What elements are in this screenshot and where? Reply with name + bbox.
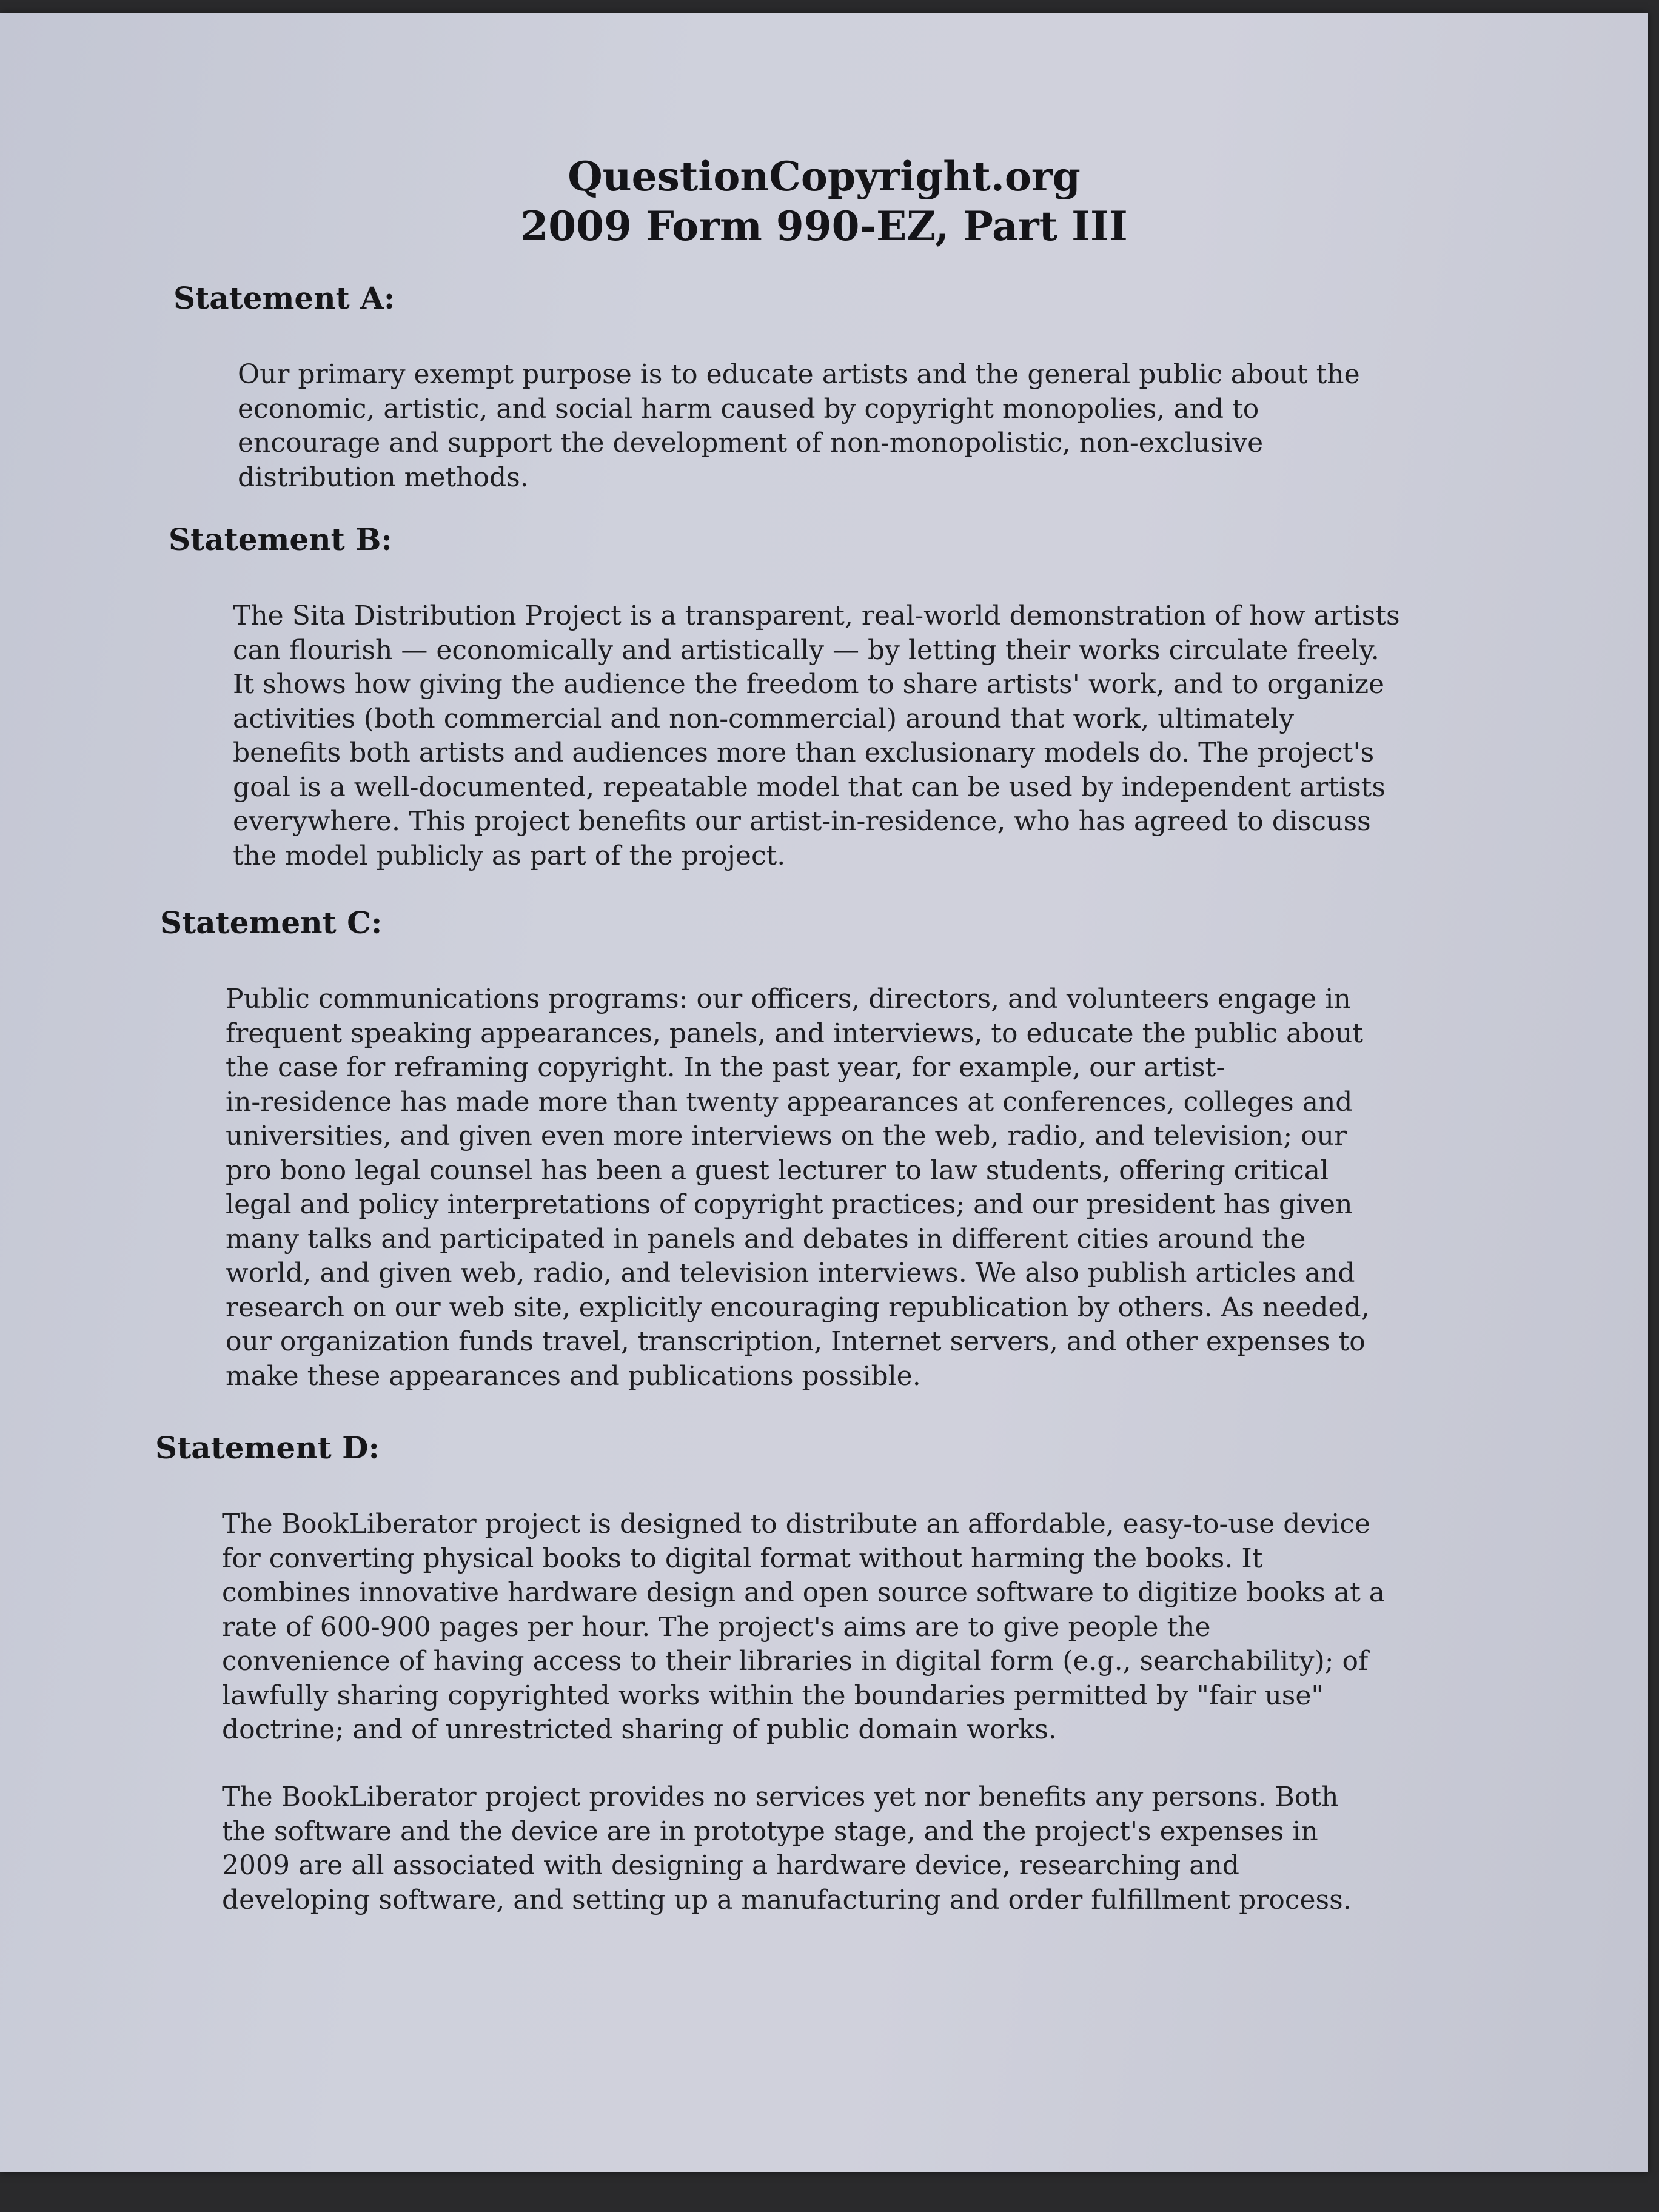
statement-c-paragraph: [226, 982, 1370, 1393]
text-line: the case for reframing copyright. In the past year, for example, our artist-: [226, 1052, 1225, 1083]
text-line: It shows how giving the audience the freedom to share artists' work, and to organize: [233, 669, 1385, 700]
text-line: in-residence has made more than twenty appearances at conferences, colleges and: [226, 1086, 1353, 1118]
text-line: frequent speaking appearances, panels, and interviews, to educate the public about: [226, 1017, 1363, 1049]
text-line: universities, and given even more interviews on the web, radio, and television; our: [226, 1121, 1347, 1151]
text-line: lawfully sharing copyrighted works within the boundaries permitted by "fair use": [222, 1680, 1324, 1711]
text-line: benefits both artists and audiences more than exclusionary models do. The project's: [233, 737, 1375, 768]
statement-d-paragraph-2: [222, 1780, 1352, 1917]
text-line: developing software, and setting up a manufacturing and order fulfillment process.: [222, 1884, 1352, 1915]
text-line: activities (both commercial and non-commercial) around that work, ultimately: [233, 703, 1295, 734]
text-line: combines innovative hardware design and open source software to digitize books at a: [222, 1577, 1386, 1608]
text-line: our organization funds travel, transcription, Internet servers, and other expenses to: [226, 1326, 1366, 1357]
form-name: 2009 Form 990-EZ, Part III: [520, 203, 1128, 250]
text-line: everywhere. This project benefits our artist-in-residence, who has agreed to discuss: [233, 806, 1371, 837]
document-page: [0, 13, 1648, 2172]
statement-b-paragraph: [233, 599, 1400, 873]
document-title: [0, 152, 1648, 251]
text-line: the software and the device are in prototype stage, and the project's expenses in: [222, 1815, 1318, 1847]
statement-a-paragraph: [238, 358, 1360, 495]
org-name: QuestionCopyright.org: [568, 153, 1081, 200]
statement-d-heading: Statement D:: [155, 1430, 380, 1466]
text-line: distribution methods.: [238, 461, 529, 493]
text-line: make these appearances and publications possible.: [226, 1360, 921, 1392]
text-line: for converting physical books to digital format without harming the books. It: [222, 1543, 1263, 1574]
text-line: goal is a well-documented, repeatable model that can be used by independent artists: [233, 771, 1386, 803]
text-line: Our primary exempt purpose is to educate artists and the general public about the: [238, 359, 1360, 390]
text-line: The BookLiberator project provides no services yet nor benefits any persons. Both: [222, 1781, 1339, 1812]
text-line: economic, artistic, and social harm caused by copyright monopolies, and to: [238, 393, 1259, 424]
statement-d-paragraph-1: [222, 1507, 1385, 1748]
text-line: many talks and participated in panels and debates in different cities around the: [226, 1223, 1306, 1255]
statement-b-heading: Statement B:: [169, 521, 392, 557]
text-line: The BookLiberator project is designed to distribute an affordable, easy-to-use device: [222, 1509, 1371, 1540]
text-line: can flourish — economically and artistically — by letting their works circulate freely.: [233, 634, 1379, 666]
text-line: doctrine; and of unrestricted sharing of public domain works.: [222, 1714, 1057, 1745]
text-line: The Sita Distribution Project is a transparent, real-world demonstration of how artists: [233, 600, 1400, 631]
statement-c-heading: Statement C:: [160, 905, 383, 940]
text-line: world, and given web, radio, and television interviews. We also publish articles and: [226, 1258, 1355, 1289]
text-line: rate of 600-900 pages per hour. The project's aims are to give people the: [222, 1611, 1211, 1643]
text-line: pro bono legal counsel has been a guest lecturer to law students, offering critical: [226, 1155, 1329, 1186]
text-line: Public communications programs: our officers, directors, and volunteers engage in: [226, 984, 1351, 1014]
text-line: 2009 are all associated with designing a hardware device, researching and: [222, 1850, 1239, 1881]
text-line: research on our web site, explicitly encouraging republication by others. As needed,: [226, 1292, 1370, 1323]
text-line: the model publicly as part of the project.: [233, 840, 786, 871]
text-line: legal and policy interpretations of copyright practices; and our president has given: [226, 1189, 1353, 1220]
text-line: encourage and support the development of non-monopolistic, non-exclusive: [238, 427, 1264, 458]
statement-a-heading: Statement A:: [173, 280, 395, 316]
text-line: convenience of having access to their libraries in digital form (e.g., searchability); of: [222, 1646, 1369, 1677]
